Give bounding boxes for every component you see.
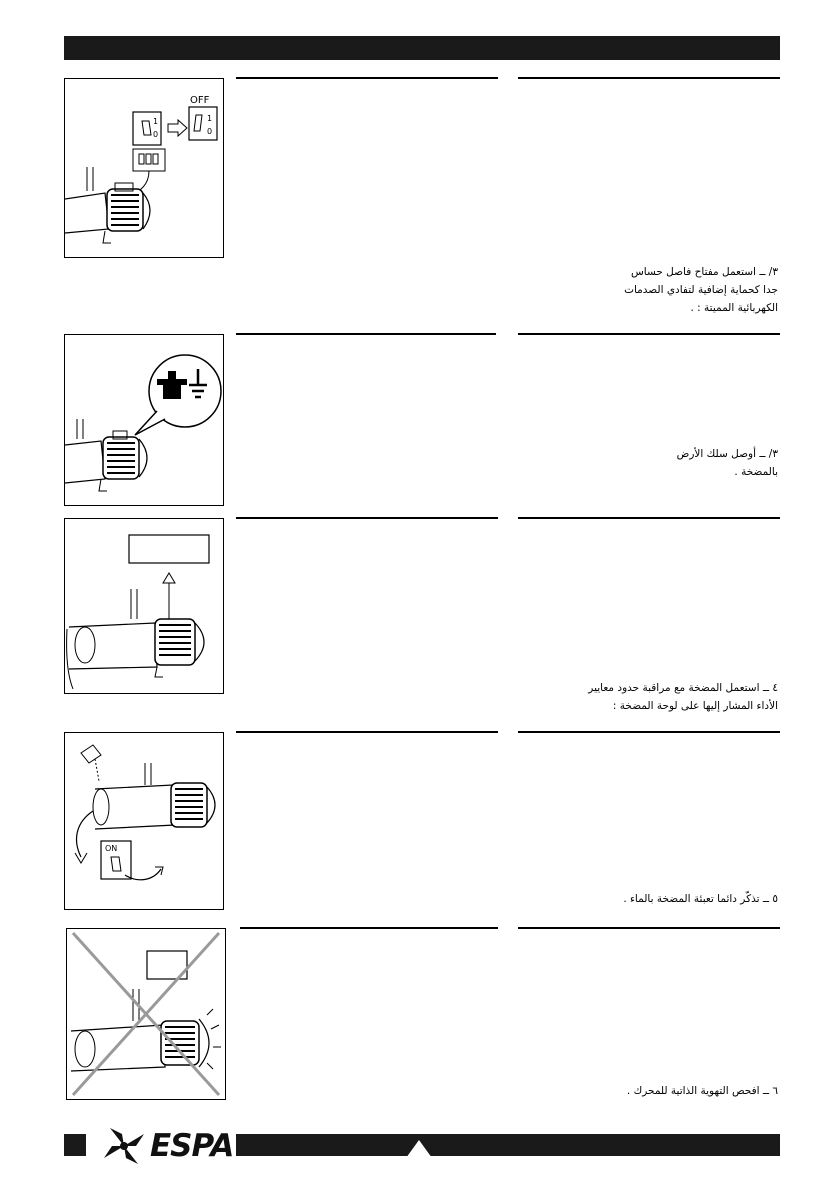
section-1-line-2: جدا كحماية إضافية لتفادي الصدمات xyxy=(624,284,778,296)
ground-wire-illustration xyxy=(65,335,223,505)
switch-on-mark: 1 xyxy=(153,117,159,126)
section-3-line-2: الأداء المشار إليها على لوحة المضخة : xyxy=(612,700,778,712)
switch-off-label: OFF xyxy=(190,95,210,106)
rule-right-2 xyxy=(518,333,780,335)
footer-bar xyxy=(236,1134,780,1156)
header-bar xyxy=(64,36,780,60)
ventilation-illustration-crossed xyxy=(67,929,225,1099)
figure-panel-3 xyxy=(64,518,224,694)
priming-illustration xyxy=(65,733,223,909)
section-4-line-1: ٥ ــ تذكّر دائما تعبئة المضخة بالماء . xyxy=(623,893,778,905)
rule-left-4 xyxy=(236,731,498,733)
nameplate-illustration xyxy=(65,519,223,693)
section-1-line-1: ٣/ ــ استعمل مفتاح فاصل حساس xyxy=(630,266,778,278)
svg-text:1: 1 xyxy=(207,114,213,123)
rule-right-5 xyxy=(518,927,780,929)
figure-panel-4 xyxy=(64,732,224,910)
figure-panel-5 xyxy=(66,928,226,1100)
figure-panel-2 xyxy=(64,334,224,506)
isolating-switch-illustration xyxy=(65,79,223,257)
footer-page-block xyxy=(64,1134,86,1156)
rule-right-1 xyxy=(518,77,780,79)
warning-triangle-icon xyxy=(406,1140,432,1158)
rule-right-3 xyxy=(518,517,780,519)
rule-left-3 xyxy=(236,517,498,519)
section-2-line-1: ٣/ ــ أوصل سلك الأرض xyxy=(676,448,778,460)
cross-out-mark xyxy=(73,933,219,1095)
switch-zero-mark: 0 xyxy=(153,130,159,139)
rule-left-2 xyxy=(236,333,496,335)
brand-wordmark: ESPA xyxy=(150,1128,234,1164)
section-2-line-2: بالمضخة . xyxy=(734,466,778,478)
rule-left-5 xyxy=(240,927,498,929)
section-5-line-1: ٦ ــ افحص التهوية الذاتية للمحرك . xyxy=(626,1085,778,1097)
espa-logo-icon xyxy=(100,1124,148,1168)
rule-right-4 xyxy=(518,731,780,733)
rule-left-1 xyxy=(236,77,498,79)
nameplate-box xyxy=(129,535,209,563)
svg-text:0: 0 xyxy=(207,127,213,136)
switch-on-label: ON xyxy=(105,844,118,853)
figure-panel-1 xyxy=(64,78,224,258)
section-3-line-1: ٤ ــ استعمل المضخة مع مراقبة حدود معايير xyxy=(588,682,778,694)
section-1-line-3: الكهربائية المميتة : . xyxy=(690,302,778,314)
